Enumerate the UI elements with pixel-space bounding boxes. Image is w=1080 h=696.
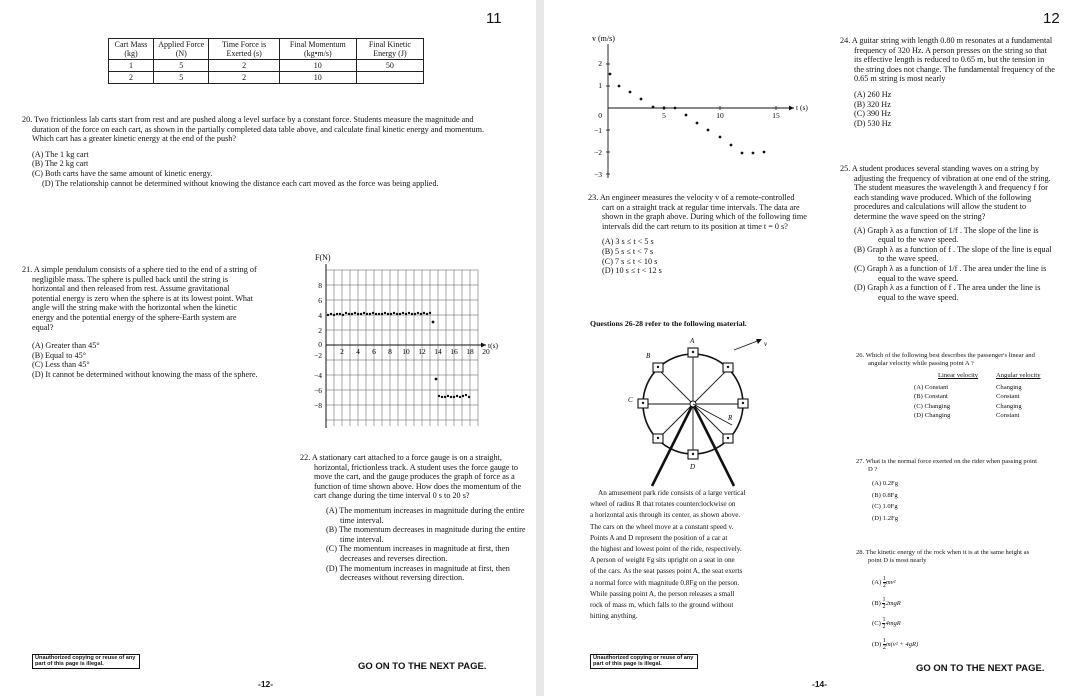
table-cell: 10 (279, 72, 356, 84)
question-stem: 22. A stationary cart attached to a force gauge is on a straight, horizontal, frictionless track. A student uses the force gauge to move the cart, and the gauge produces the graph of force as a function of time shown above. How does the momentum of the cart change during the time interval 0 s to 20 s? (300, 453, 522, 501)
answer-option: (C) Less than 45° (32, 360, 90, 370)
answer-option: (C) Both carts have the same amount of kinetic energy. (32, 168, 213, 178)
table-row (914, 392, 1042, 401)
x-tick-label: 20 (482, 347, 490, 356)
linear-value: (C) Changing (914, 402, 951, 410)
x-tick-label: 15 (772, 111, 780, 120)
question-stem: 24. A guitar string with length 0.80 m resonates at a fundamental frequency of 320 Hz. A person presses on the string so that its effective length is reduced to 0.65 m, but the tension in the string does not change. The fundamental frequency of the 0.65 m string is most nearly (840, 36, 1055, 84)
table-cell: 2 (109, 72, 154, 84)
fraction-denominator: 2 (882, 583, 886, 590)
question-stem: 20. Two frictionless lab carts start from rest and are pushed along a level surface by a constant force. Students measure the magnitude and duration of the force on each cart, as shown in the partially completed data table above, and calculate final kinetic energy and momentum. Which cart has a greater kinetic energy at the end of the push? (22, 115, 485, 144)
answer-option: (C) 7 s ≤ t < 10 s (602, 256, 658, 266)
passage-line: An amusement park ride consists of a large vertical (598, 489, 746, 497)
answer-option: (C) 1.0Fg (872, 503, 898, 511)
table-row (109, 72, 424, 84)
table-row (914, 411, 1042, 420)
answer-option: (A) 260 Hz (854, 89, 892, 99)
point-label-d: D (690, 463, 696, 471)
answer-option: (D) The relationship cannot be determined without knowing the distance each cart moved as the force was being applied. (42, 178, 439, 188)
page-number-top: 11 (486, 10, 502, 27)
answer-option (872, 614, 1042, 635)
angular-value: Constant (996, 393, 1020, 401)
support-leg-left (652, 404, 696, 486)
question-stem: 25. A student produces several standing waves on a string by adjusting the frequency of vibration at one end of the string. The student measures the wavelength λ and frequency f for each standing wave produced. Which of the following procedures and calculations will allow the student to determine the wave speed on the string? (840, 164, 1051, 221)
answer-option: (B) 5 s ≤ t < 7 s (602, 246, 654, 256)
material-heading: Questions 26-28 refer to the following material. (590, 319, 747, 328)
expression: 4mgR (885, 620, 901, 628)
y-tick-label: −2 (594, 148, 602, 157)
table-header-cell: Cart Mass (kg) (109, 39, 154, 60)
answer-option: (D) Graph λ as a function of f . The area under the line is equal to the wave speed. (854, 283, 1041, 302)
linear-value: (B) Constant (914, 393, 948, 401)
option-letter: (A) (872, 579, 882, 587)
question-stem: 21. A simple pendulum consists of a sphere tied to the end of a string of negligible mass. The sphere is pulled back until the string is horizontal and then released from rest. Assume gravitational potential energy is zero when the sphere is at its lowest point. What angle will the string make with the horizontal when the kinetic energy and the potential energy of the sphere-Earth system are equal? (22, 265, 257, 332)
passage-line: While passing point A, the person releases a small (590, 589, 735, 598)
ferris-wheel-diagram (604, 330, 834, 488)
passage-line: rock of mass m, which falls to the ground without (590, 601, 734, 610)
question-28 (856, 549, 1042, 655)
velocity-vector (734, 340, 760, 350)
table-cell: 2 (209, 60, 279, 72)
column-header-angular: Angular velocity (996, 372, 1041, 380)
answer-option: (D) It cannot be determined without knowing the mass of the sphere. (32, 369, 258, 379)
question-21 (22, 265, 258, 380)
answer-option: (C) 390 Hz (854, 109, 891, 119)
table-row (914, 402, 1042, 411)
velocity-data-points (609, 73, 766, 155)
answer-option: (D) 10 s ≤ t < 12 s (602, 266, 662, 276)
copyright-notice: Unauthorized copying or reuse of any part of this page is illegal. (590, 654, 698, 669)
page-number-bottom: -12- (258, 679, 274, 689)
answer-option: (B) The momentum decreases in magnitude during the entire time interval. (326, 525, 526, 544)
table-header-cell: Time Force is Exerted (s) (209, 39, 279, 60)
fraction-numerator: 1 (882, 637, 886, 644)
question-stem: 23. An engineer measures the velocity v of a remote-controlled cart on a straight track at regular time intervals. The data are shown in the graph above. During which of the following time intervals did the cart return to its position at time t = 0 s? (588, 193, 807, 231)
answer-option: (A) 3 s ≤ t < 5 s (602, 237, 654, 247)
answer-option: (D) 530 Hz (854, 118, 892, 128)
answer-option: (B) The 2 kg cart (32, 159, 89, 169)
y-tick-label: 2 (318, 326, 322, 335)
fraction-numerator: 1 (882, 576, 886, 583)
y-tick-label: −8 (314, 401, 322, 410)
answer-option: (B) 0.8Fg (872, 491, 898, 499)
x-tick-label: 8 (388, 347, 392, 356)
table-cell: 5 (154, 60, 209, 72)
point-label-b: B (646, 352, 651, 360)
column-header-linear: Linear velocity (938, 372, 979, 380)
question-stem: 26. Which of the following best describes the passenger's linear and angular velocity while passing point A ? (856, 352, 1035, 367)
velocity-time-graph (574, 32, 814, 182)
exam-page-left (0, 0, 536, 696)
option-letter: (D) (872, 640, 882, 648)
fraction-numerator: 1 (882, 617, 886, 624)
table-cell: 50 (356, 60, 423, 72)
x-tick-label: 5 (662, 111, 666, 120)
angular-value: Changing (996, 383, 1022, 391)
force-data-points (327, 312, 470, 398)
passage-line: hitting anything. (590, 612, 638, 621)
velocity-label: v (764, 340, 768, 348)
x-tick-label: 18 (466, 347, 474, 356)
copyright-notice: Unauthorized copying or reuse of any part of this page is illegal. (32, 654, 140, 669)
x-tick-label: 10 (402, 347, 410, 356)
table-cell: 10 (279, 60, 356, 72)
y-tick-label: 2 (598, 59, 602, 68)
page-number-top: 12 (1043, 10, 1060, 27)
passage-line: The cars on the wheel move at a constant speed v. (590, 522, 734, 531)
answer-option: (A) Graph λ as a function of 1/f . The slope of the line is equal to the wave speed. (854, 225, 1039, 245)
question-25 (840, 164, 1056, 302)
x-axis-label: t (s) (796, 103, 808, 112)
question-22 (300, 453, 526, 583)
expression: 2mgR (885, 599, 901, 607)
table-row (109, 60, 424, 72)
answer-option: (A) 0.2Fg (872, 480, 899, 488)
x-tick-label: 14 (434, 347, 442, 356)
y-tick-label: 0 (598, 111, 602, 120)
table-header-cell: Final Kinetic Energy (J) (356, 39, 423, 60)
answer-option (872, 594, 1042, 615)
go-on-notice: GO ON TO THE NEXT PAGE. (916, 663, 1045, 674)
table-row (914, 383, 1042, 392)
data-table (108, 38, 424, 84)
passage-line: a horizontal axis through its center, as shown above. (590, 511, 741, 520)
y-tick-label: −2 (314, 351, 322, 360)
question-stem: 28. The kinetic energy of the rock when it is at the same height as point D is most nearly (856, 549, 1030, 564)
x-tick-label: 10 (716, 111, 724, 120)
y-tick-label: 0 (318, 340, 322, 349)
option-letter: (B) (872, 599, 881, 607)
ride-passage (590, 488, 810, 622)
linear-value: (A) Constant (914, 383, 949, 391)
question-20 (22, 115, 492, 188)
go-on-notice: GO ON TO THE NEXT PAGE. (358, 661, 487, 672)
table-cell: 5 (154, 72, 209, 84)
passage-line: wheel of radius R that rotates counterclockwise on (590, 500, 736, 509)
y-tick-label: −3 (594, 170, 602, 179)
y-tick-label: −1 (594, 126, 602, 135)
question-27 (856, 458, 1042, 525)
radius-label: R (728, 414, 733, 422)
x-tick-label: 4 (356, 347, 360, 356)
y-tick-label: 1 (598, 81, 602, 90)
question-23 (588, 193, 808, 276)
question-26 (856, 352, 1042, 420)
answer-option: (A) Greater than 45° (32, 341, 100, 351)
x-axis-label: t(s) (488, 341, 498, 350)
angular-value: Constant (996, 412, 1020, 419)
x-tick-label: 2 (340, 347, 344, 356)
y-tick-label: 8 (318, 281, 322, 290)
answer-option: (B) 320 Hz (854, 99, 891, 109)
page-number-bottom: -14- (812, 679, 828, 689)
answer-option: (B) Graph λ as a function of f . The slope of the line is equal to the wave speed. (854, 244, 1052, 264)
x-tick-label: 12 (418, 347, 426, 356)
passage-line: a normal force with magnitude 0.8Fg on the person. (590, 578, 740, 587)
answer-option: (C) The momentum increases in magnitude at first, then decreases and reverses direction. (326, 544, 510, 563)
question-24 (840, 36, 1056, 128)
table-cell: 1 (109, 60, 154, 72)
fraction-denominator: 2 (882, 603, 886, 610)
table-cell: 2 (209, 72, 279, 84)
passage-line: of the cars. As the seat passes point A, the seat exerts (590, 567, 743, 576)
passage-line: Points A and D represent the position of a car at (590, 533, 728, 542)
table-header-cell: Applied Force (N) (154, 39, 209, 60)
fraction-numerator: 1 (882, 596, 886, 603)
y-axis-label: v (m/s) (592, 34, 615, 43)
answer-option: (D) The momentum increases in magnitude at first, then decreases without reversing direction. (326, 563, 510, 583)
force-time-graph (300, 250, 505, 440)
answer-option (872, 573, 1042, 594)
expression: mv² (885, 579, 896, 587)
option-letter: (C) (872, 620, 881, 628)
y-axis-label: F(N) (315, 253, 331, 262)
answer-option (872, 635, 1042, 656)
point-label-a: A (690, 337, 695, 345)
exam-page-right (544, 0, 1080, 696)
linear-value: (D) Changing (914, 412, 951, 419)
question-stem: 27. What is the normal force exerted on the rider when passing point D ? (856, 458, 1037, 473)
answer-option: (C) Graph λ as a function of 1/f . The area under the line is equal to the wave speed. (854, 263, 1047, 283)
x-tick-label: 16 (450, 347, 458, 356)
answer-option: (A) The 1 kg cart (32, 149, 89, 159)
fraction-denominator: 2 (882, 624, 886, 631)
answer-option: (D) 1.2Fg (872, 514, 899, 522)
answer-option: (B) Equal to 45° (32, 350, 86, 360)
answer-option: (A) The momentum increases in magnitude during the entire time interval. (326, 505, 525, 525)
y-tick-label: 6 (318, 296, 322, 305)
table-header-cell: Final Momentum (kg•m/s) (279, 39, 356, 60)
fraction-denominator: 2 (882, 644, 886, 651)
table-cell (356, 72, 423, 84)
passage-line: the highest and lowest point of the ride, respectively. (590, 545, 742, 554)
y-tick-label: −6 (314, 386, 322, 395)
x-tick-label: 6 (372, 347, 376, 356)
table-header-row (109, 39, 424, 60)
expression: m(v² + 4gR) (885, 640, 919, 648)
x-axis-arrow (789, 106, 794, 111)
y-tick-label: −4 (314, 371, 322, 380)
y-tick-label: 4 (318, 311, 322, 320)
passage-line: A person of weight Fg sits upright on a seat in one (590, 556, 735, 565)
angular-value: Changing (996, 402, 1022, 410)
point-label-c: C (628, 396, 633, 404)
